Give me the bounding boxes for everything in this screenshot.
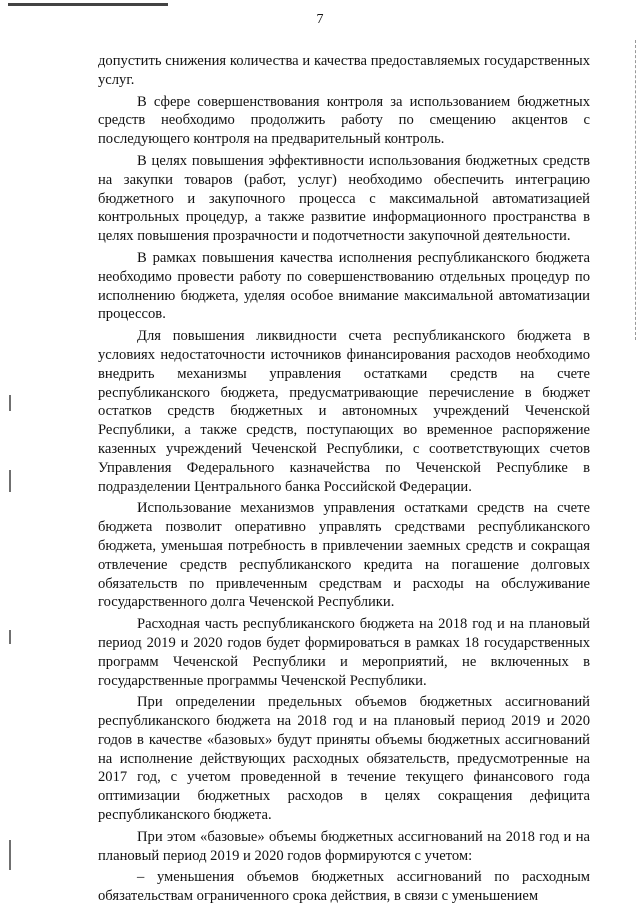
scan-artifact-left-mark — [9, 840, 11, 870]
paragraph: В целях повышения эффективности использования бюджетных средств на закупки товаров (работ, услуг) необходимо обеспечить интеграцию бюджетного и закупочного процесса с максимальной автоматизацией контрольных процедур, а также развитие информационного пространства в целях повышения прозрачности и подотчетности закупочной деятельности. — [98, 152, 590, 245]
paragraph: В сфере совершенствования контроля за использованием бюджетных средств необходимо продолжить работу по смещению акцентов с последующего контроля на предварительный контроль. — [98, 93, 590, 148]
page-number: 7 — [316, 12, 324, 27]
scan-artifact-left-mark — [9, 630, 11, 644]
document-body — [98, 52, 590, 909]
paragraph: Использование механизмов управления остатками средств на счете бюджета позволит оперативно управлять средствами республиканского бюджета, уменьшая потребность в привлечении заемных средств и сокращая отвлечение средств республиканского кредита на погашение долговых обязательств по привлеченным средствам и расходы на обслуживание государственного долга Чеченской Республики. — [98, 500, 590, 611]
paragraph: Расходная часть республиканского бюджета на 2018 год и на плановый период 2019 и 2020 годов будет формироваться в рамках 18 государственных программ Чеченской Республики и мероприятий, не включенных в государственные программы Чеченской Республики. — [98, 616, 590, 689]
paragraph: Для повышения ликвидности счета республиканского бюджета в условиях недостаточности источников финансирования расходов необходимо внедрить механизмы управления остатками средств на счете республиканского бюджета, предусматривающие перечисление в бюджет остатков средств бюджетных и автономных учреждений Чеченской Республики, а также средств, поступающих во временное распоряжение казенных учреждений Чеченской Республики, с соответствующих счетов Управления Федерального казначейства по Чеченской Республике в подразделении Центрального банка Российской Федерации. — [98, 328, 590, 495]
paragraph: В рамках повышения качества исполнения республиканского бюджета необходимо провести работу по совершенствованию отдельных процедур по исполнению бюджета, уделяя особое внимание максимальной автоматизации процессов. — [98, 249, 590, 323]
paragraph: При определении предельных объемов бюджетных ассигнований республиканского бюджета на 2018 год и на плановый период 2019 и 2020 годов в качестве «базовых» будут приняты объемы бюджетных ассигнований на исполнение действующих расходных обязательств, предусмотренные на 2017 год, с учетом проведенной в течение текущего финансового года оптимизации бюджетных расходов в целях сокращения дефицита республиканского бюджета. — [98, 694, 590, 824]
scan-artifact-left-mark — [9, 470, 11, 492]
scan-artifact-top-line — [8, 3, 168, 6]
paragraph: – уменьшения объемов бюджетных ассигнований по расходным обязательствам ограниченного срока действия, в связи с уменьшением — [98, 869, 590, 905]
paragraph: допустить снижения количества и качества предоставляемых государственных услуг. — [98, 53, 590, 88]
scan-artifact-left-mark — [9, 395, 11, 411]
paragraph: При этом «базовые» объемы бюджетных ассигнований на 2018 год и на плановый период 2019 и 2020 годов формируются с учетом: — [98, 828, 590, 864]
scan-artifact-right-edge — [634, 40, 636, 340]
